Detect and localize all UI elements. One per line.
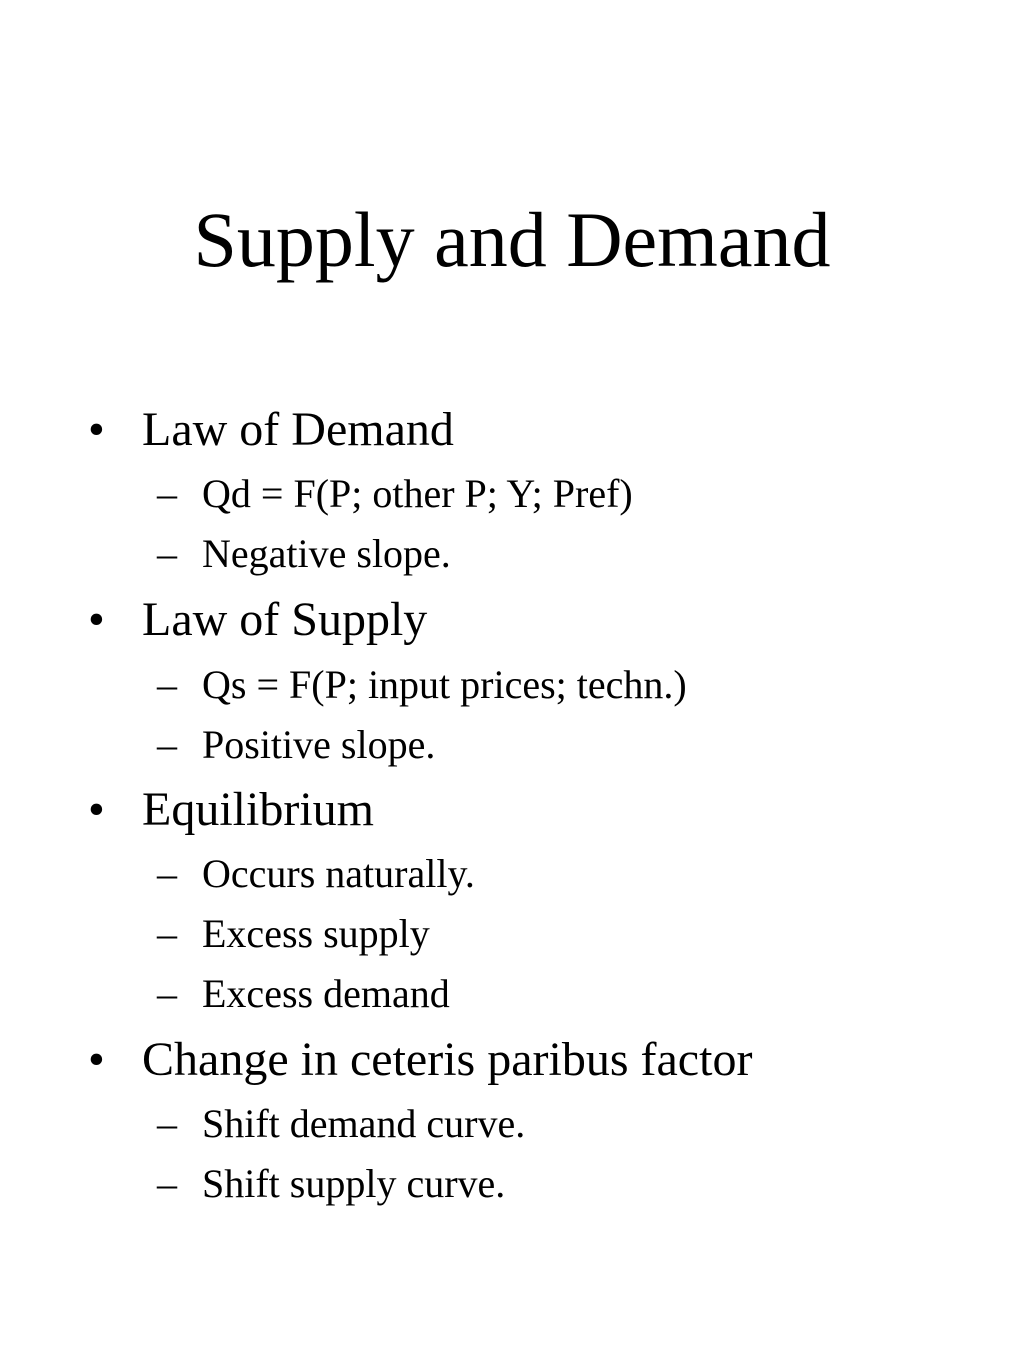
sub-bullet-item	[0, 1100, 1024, 1148]
bullet-heading: Change in ceteris paribus factor	[142, 1033, 753, 1086]
sub-bullet-item	[0, 721, 1024, 769]
dash-icon: –	[157, 971, 177, 1016]
bullet-item	[0, 782, 1024, 838]
sub-bullet-text: Qd = F(P; other P; Y; Pref)	[202, 471, 633, 516]
dash-icon: –	[157, 531, 177, 576]
dash-icon: –	[157, 1101, 177, 1146]
bullet-heading: Law of Supply	[142, 593, 428, 646]
dash-icon: –	[157, 662, 177, 707]
sub-bullet-text: Excess demand	[202, 971, 450, 1016]
bullet-icon: •	[88, 783, 105, 836]
dash-icon: –	[157, 471, 177, 516]
dash-icon: –	[157, 851, 177, 896]
dash-icon: –	[157, 911, 177, 956]
dash-icon: –	[157, 1161, 177, 1206]
bullet-item	[0, 1032, 1024, 1088]
sub-bullet-text: Occurs naturally.	[202, 851, 475, 896]
slide-title: Supply and Demand	[193, 196, 831, 283]
sub-bullet-text: Shift supply curve.	[202, 1161, 506, 1206]
bullet-icon: •	[88, 403, 105, 456]
bullet-icon: •	[88, 593, 105, 646]
sub-bullet-text: Shift demand curve.	[202, 1101, 526, 1146]
bullet-heading: Law of Demand	[142, 403, 454, 456]
sub-bullet-text: Positive slope.	[202, 722, 436, 767]
sub-bullet-text: Qs = F(P; input prices; techn.)	[202, 662, 687, 707]
sub-bullet-item	[0, 661, 1024, 709]
sub-bullet-item	[0, 470, 1024, 518]
sub-bullet-text: Negative slope.	[202, 531, 451, 576]
sub-bullet-item	[0, 530, 1024, 578]
bullet-item	[0, 402, 1024, 458]
bullet-heading: Equilibrium	[142, 783, 374, 836]
sub-bullet-item	[0, 850, 1024, 898]
bullet-item	[0, 592, 1024, 648]
sub-bullet-item	[0, 1160, 1024, 1208]
sub-bullet-item	[0, 970, 1024, 1018]
dash-icon: –	[157, 722, 177, 767]
sub-bullet-item	[0, 910, 1024, 958]
sub-bullet-text: Excess supply	[202, 911, 430, 956]
bullet-icon: •	[88, 1033, 105, 1086]
